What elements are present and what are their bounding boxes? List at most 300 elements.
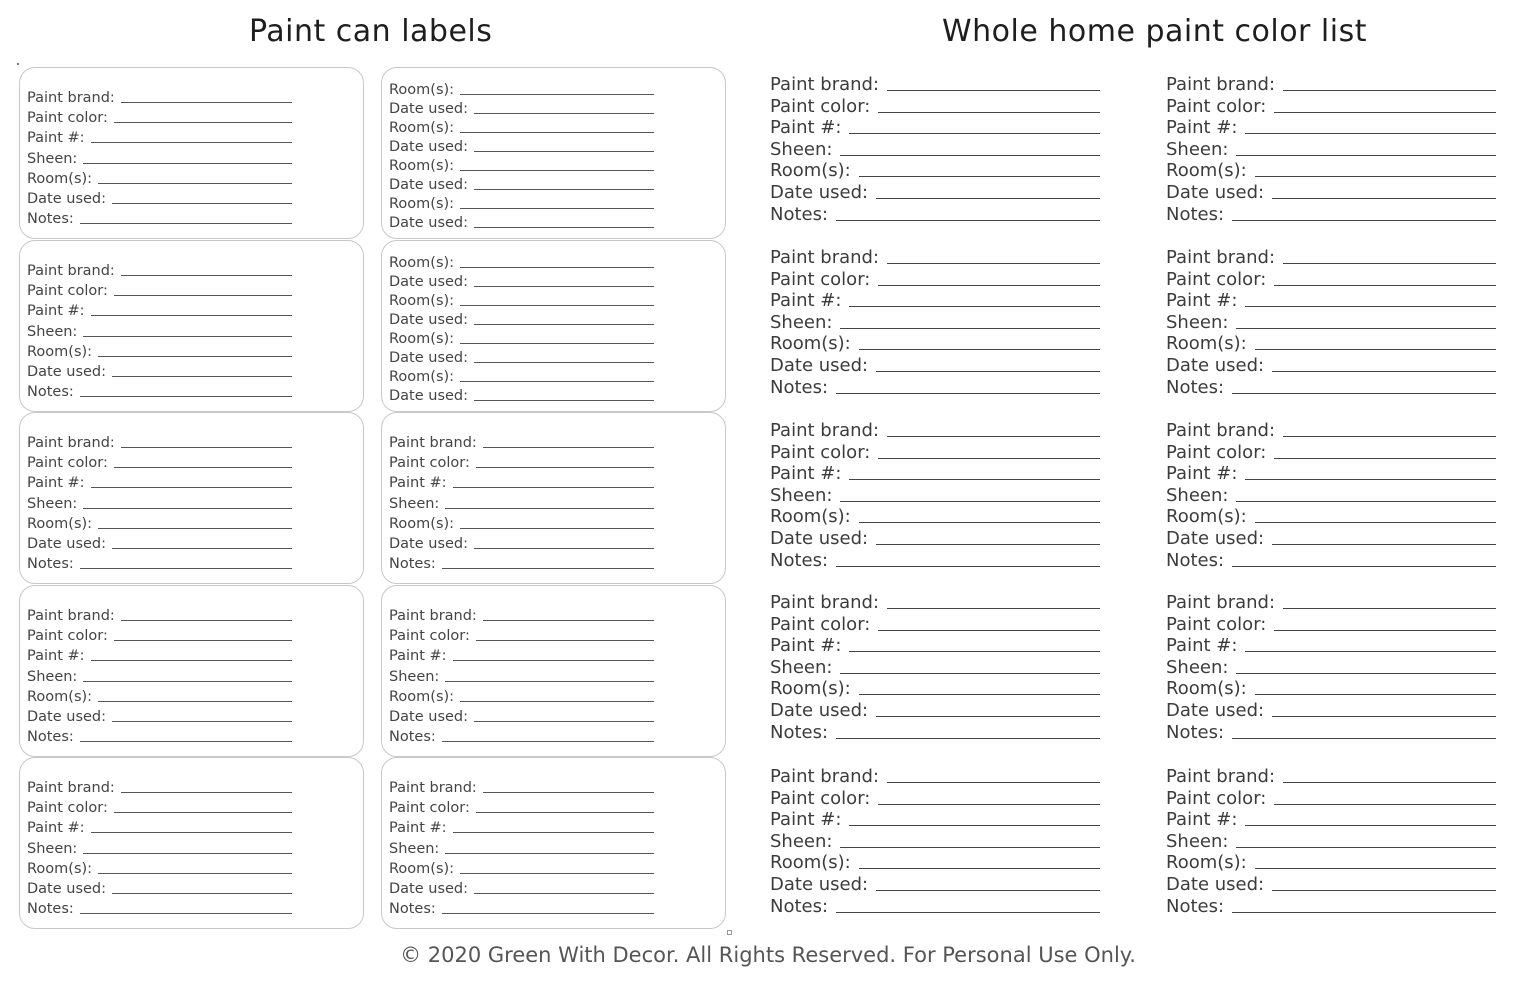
card-field-line (389, 270, 654, 290)
field-label: Paint brand: (389, 608, 477, 624)
write-in-line[interactable] (474, 362, 654, 363)
write-in-line[interactable] (1274, 804, 1496, 805)
list-field-line (1166, 440, 1496, 462)
write-in-line[interactable] (1283, 608, 1496, 609)
field-label: Paint brand: (1166, 420, 1276, 441)
write-in-line[interactable] (474, 113, 654, 114)
write-in-line[interactable] (1245, 479, 1496, 480)
field-label: Paint #: (389, 820, 447, 837)
card-field-line (389, 685, 654, 705)
field-label: Room(s): (27, 170, 93, 187)
write-in-line[interactable] (876, 716, 1100, 717)
field-label: Paint #: (1166, 463, 1238, 485)
write-in-line[interactable] (460, 132, 654, 133)
write-in-line[interactable] (1272, 716, 1496, 717)
field-label: Paint brand: (389, 435, 477, 451)
write-in-line[interactable] (80, 913, 292, 914)
card-field-line (389, 665, 654, 685)
card-field-line (27, 207, 292, 227)
paint-can-label-card (381, 585, 726, 757)
field-label: Paint color: (770, 613, 871, 635)
write-in-line[interactable] (80, 568, 292, 569)
card-field-line (27, 320, 292, 340)
write-in-line[interactable] (80, 223, 292, 224)
list-field-line (770, 698, 1100, 720)
write-in-line[interactable] (840, 328, 1100, 329)
write-in-line[interactable] (887, 90, 1100, 91)
paint-can-label-card (19, 240, 364, 412)
field-label: Paint color: (770, 95, 871, 117)
field-label: Paint color: (27, 455, 108, 472)
write-in-line[interactable] (836, 220, 1100, 221)
field-label: Date used: (389, 709, 469, 725)
field-label: Date used: (27, 709, 107, 725)
field-label: Paint #: (389, 475, 447, 492)
field-label: Date used: (389, 881, 469, 897)
write-in-line[interactable] (1236, 155, 1496, 156)
list-field-line (1166, 202, 1496, 224)
write-in-line[interactable] (114, 640, 292, 641)
field-label: Paint color: (770, 441, 871, 463)
card-field-line (389, 604, 654, 624)
list-field-line (770, 310, 1100, 332)
write-in-line[interactable] (442, 568, 654, 569)
write-in-line[interactable] (1283, 90, 1496, 91)
card-field-line (27, 776, 292, 796)
field-label: Paint brand: (770, 247, 880, 268)
card-field-line (389, 705, 654, 725)
write-in-line[interactable] (80, 741, 292, 742)
write-in-line[interactable] (474, 189, 654, 190)
write-in-line[interactable] (849, 133, 1100, 134)
field-label: Paint color: (389, 800, 470, 817)
write-in-line[interactable] (442, 741, 654, 742)
field-label: Notes: (1166, 376, 1225, 398)
write-in-line[interactable] (840, 673, 1100, 674)
list-field-line (1166, 829, 1496, 851)
write-in-line[interactable] (474, 227, 654, 228)
write-in-line[interactable] (849, 825, 1100, 826)
color-list-entry (770, 590, 1100, 750)
field-label: Paint brand: (27, 608, 115, 624)
write-in-line[interactable] (112, 548, 292, 549)
field-label: Date used: (1166, 700, 1265, 721)
field-label: Sheen: (27, 668, 78, 685)
write-in-line[interactable] (1232, 393, 1496, 394)
write-in-line[interactable] (1232, 566, 1496, 567)
list-field-line (770, 504, 1100, 526)
write-in-line[interactable] (80, 396, 292, 397)
card-field-line (389, 78, 654, 98)
write-in-line[interactable] (1283, 782, 1496, 783)
write-in-line[interactable] (460, 381, 654, 382)
write-in-line[interactable] (83, 163, 292, 164)
write-in-line[interactable] (836, 566, 1100, 567)
field-label: Room(s): (27, 515, 93, 532)
field-label: Sheen: (27, 840, 78, 857)
list-field-line (1166, 331, 1496, 353)
paint-can-label-card (19, 67, 364, 239)
write-in-line[interactable] (474, 151, 654, 152)
field-label: Paint brand: (770, 420, 880, 441)
list-field-line (770, 353, 1100, 375)
write-in-line[interactable] (445, 853, 654, 854)
field-label: Date used: (389, 312, 469, 328)
card-field-line (27, 106, 292, 126)
list-field-line (1166, 526, 1496, 548)
field-label: Date used: (770, 528, 869, 549)
field-label: Date used: (389, 274, 469, 290)
corner-mark (17, 63, 19, 65)
write-in-line[interactable] (1272, 890, 1496, 891)
write-in-line[interactable] (98, 356, 292, 357)
card-field-line (389, 877, 654, 897)
list-field-line (770, 526, 1100, 548)
field-label: Room(s): (389, 369, 455, 385)
field-label: Notes: (770, 203, 829, 225)
field-label: Notes: (770, 721, 829, 743)
field-label: Paint #: (1166, 117, 1238, 139)
card-field-line (27, 340, 292, 360)
write-in-line[interactable] (1255, 176, 1496, 177)
list-field-line (770, 137, 1100, 159)
write-in-line[interactable] (98, 701, 292, 702)
field-label: Room(s): (389, 120, 455, 136)
write-in-line[interactable] (1274, 458, 1496, 459)
write-in-line[interactable] (476, 467, 654, 468)
list-field-line (770, 764, 1100, 786)
field-label: Sheen: (389, 668, 440, 685)
write-in-line[interactable] (887, 782, 1100, 783)
write-in-line[interactable] (483, 792, 654, 793)
field-label: Paint #: (27, 648, 85, 665)
field-label: Paint #: (389, 648, 447, 665)
write-in-line[interactable] (1255, 349, 1496, 350)
write-in-line[interactable] (878, 630, 1100, 631)
list-field-line (1166, 483, 1496, 505)
write-in-line[interactable] (121, 792, 292, 793)
field-label: Notes: (770, 895, 829, 917)
field-label: Paint color: (389, 455, 470, 472)
write-in-line[interactable] (1272, 371, 1496, 372)
write-in-line[interactable] (460, 528, 654, 529)
field-label: Room(s): (389, 331, 455, 347)
color-list-entry (1166, 245, 1496, 405)
write-in-line[interactable] (1272, 544, 1496, 545)
write-in-line[interactable] (112, 376, 292, 377)
list-field-line (770, 590, 1100, 612)
card-field-line (27, 624, 292, 644)
list-field-line (770, 655, 1100, 677)
field-label: Sheen: (770, 311, 833, 333)
card-field-line (389, 725, 654, 745)
field-label: Date used: (27, 536, 107, 552)
field-label: Room(s): (27, 343, 93, 360)
card-field-line (27, 644, 292, 664)
write-in-line[interactable] (1232, 738, 1496, 739)
field-label: Paint brand: (27, 263, 115, 279)
list-field-line (770, 288, 1100, 310)
write-in-line[interactable] (91, 660, 292, 661)
write-in-line[interactable] (474, 324, 654, 325)
write-in-line[interactable] (840, 155, 1100, 156)
write-in-line[interactable] (1274, 285, 1496, 286)
write-in-line[interactable] (876, 544, 1100, 545)
write-in-line[interactable] (836, 738, 1100, 739)
paint-can-label-card (19, 757, 364, 929)
write-in-line[interactable] (83, 336, 292, 337)
field-label: Paint color: (27, 283, 108, 300)
write-in-line[interactable] (859, 176, 1100, 177)
field-label: Paint brand: (27, 780, 115, 796)
write-in-line[interactable] (836, 912, 1100, 913)
color-list-entry (1166, 764, 1496, 924)
field-label: Paint color: (1166, 613, 1267, 635)
write-in-line[interactable] (112, 893, 292, 894)
field-label: Paint color: (770, 787, 871, 809)
write-in-line[interactable] (114, 122, 292, 123)
write-in-line[interactable] (1236, 847, 1496, 848)
list-field-line (1166, 115, 1496, 137)
write-in-line[interactable] (474, 893, 654, 894)
write-in-line[interactable] (1232, 912, 1496, 913)
field-label: Notes: (1166, 895, 1225, 917)
write-in-line[interactable] (121, 275, 292, 276)
list-field-line (1166, 894, 1496, 916)
field-label: Room(s): (1166, 506, 1247, 528)
write-in-line[interactable] (83, 508, 292, 509)
card-field-line (389, 211, 654, 231)
write-in-line[interactable] (121, 620, 292, 621)
write-in-line[interactable] (840, 501, 1100, 502)
write-in-line[interactable] (878, 285, 1100, 286)
write-in-line[interactable] (859, 868, 1100, 869)
card-field-line (27, 279, 292, 299)
write-in-line[interactable] (460, 170, 654, 171)
field-label: Date used: (1166, 874, 1265, 895)
write-in-line[interactable] (445, 681, 654, 682)
card-field-line (389, 346, 654, 366)
write-in-line[interactable] (460, 305, 654, 306)
write-in-line[interactable] (91, 487, 292, 488)
write-in-line[interactable] (98, 183, 292, 184)
field-label: Date used: (770, 182, 869, 203)
write-in-line[interactable] (876, 198, 1100, 199)
write-in-line[interactable] (453, 487, 654, 488)
list-field-line (770, 850, 1100, 872)
write-in-line[interactable] (1236, 673, 1496, 674)
field-label: Room(s): (770, 506, 851, 528)
field-label: Sheen: (27, 495, 78, 512)
write-in-line[interactable] (849, 306, 1100, 307)
write-in-line[interactable] (1245, 306, 1496, 307)
write-in-line[interactable] (445, 508, 654, 509)
field-label: Sheen: (1166, 484, 1229, 506)
field-label: Date used: (1166, 355, 1265, 376)
write-in-line[interactable] (83, 681, 292, 682)
whole-home-list-title: Whole home paint color list (942, 14, 1367, 49)
color-list-entry (770, 72, 1100, 232)
write-in-line[interactable] (1245, 133, 1496, 134)
card-field-line (27, 665, 292, 685)
field-label: Paint #: (770, 635, 842, 657)
field-label: Paint #: (770, 463, 842, 485)
field-label: Paint color: (770, 268, 871, 290)
write-in-line[interactable] (1283, 263, 1496, 264)
write-in-line[interactable] (112, 203, 292, 204)
write-in-line[interactable] (1255, 868, 1496, 869)
write-in-line[interactable] (460, 343, 654, 344)
write-in-line[interactable] (1255, 522, 1496, 523)
field-label: Date used: (389, 536, 469, 552)
write-in-line[interactable] (1245, 651, 1496, 652)
field-label: Notes: (389, 729, 436, 746)
field-label: Room(s): (27, 860, 93, 877)
field-label: Room(s): (1166, 678, 1247, 700)
write-in-line[interactable] (878, 458, 1100, 459)
list-field-line (1166, 807, 1496, 829)
write-in-line[interactable] (859, 349, 1100, 350)
write-in-line[interactable] (460, 873, 654, 874)
card-field-line (389, 776, 654, 796)
card-field-line (389, 289, 654, 309)
color-list-entry (1166, 590, 1496, 750)
field-label: Paint brand: (1166, 592, 1276, 613)
write-in-line[interactable] (98, 873, 292, 874)
color-list-entry (770, 245, 1100, 405)
write-in-line[interactable] (474, 548, 654, 549)
list-field-line (770, 676, 1100, 698)
write-in-line[interactable] (887, 263, 1100, 264)
card-field-line (27, 86, 292, 106)
list-field-line (770, 245, 1100, 267)
card-field-line (27, 837, 292, 857)
write-in-line[interactable] (474, 400, 654, 401)
write-in-line[interactable] (476, 640, 654, 641)
write-in-line[interactable] (483, 447, 654, 448)
write-in-line[interactable] (1272, 198, 1496, 199)
field-label: Sheen: (1166, 311, 1229, 333)
field-label: Paint color: (27, 110, 108, 127)
list-field-line (770, 202, 1100, 224)
list-field-line (770, 440, 1100, 462)
field-label: Sheen: (1166, 830, 1229, 852)
write-in-line[interactable] (1236, 328, 1496, 329)
card-field-line (389, 816, 654, 836)
card-field-line (27, 471, 292, 491)
write-in-line[interactable] (83, 853, 292, 854)
field-label: Paint #: (770, 290, 842, 312)
write-in-line[interactable] (836, 393, 1100, 394)
write-in-line[interactable] (453, 660, 654, 661)
write-in-line[interactable] (474, 286, 654, 287)
write-in-line[interactable] (460, 267, 654, 268)
write-in-line[interactable] (442, 913, 654, 914)
write-in-line[interactable] (1274, 630, 1496, 631)
write-in-line[interactable] (460, 94, 654, 95)
write-in-line[interactable] (114, 295, 292, 296)
write-in-line[interactable] (114, 467, 292, 468)
write-in-line[interactable] (121, 447, 292, 448)
write-in-line[interactable] (859, 522, 1100, 523)
write-in-line[interactable] (849, 651, 1100, 652)
field-label: Date used: (389, 177, 469, 193)
write-in-line[interactable] (859, 694, 1100, 695)
field-label: Date used: (27, 881, 107, 897)
list-field-line (770, 483, 1100, 505)
write-in-line[interactable] (1236, 501, 1496, 502)
write-in-line[interactable] (887, 608, 1100, 609)
write-in-line[interactable] (98, 528, 292, 529)
list-field-line (1166, 461, 1496, 483)
write-in-line[interactable] (121, 102, 292, 103)
field-label: Sheen: (27, 323, 78, 340)
write-in-line[interactable] (1274, 112, 1496, 113)
write-in-line[interactable] (112, 721, 292, 722)
paint-can-label-card (19, 412, 364, 584)
write-in-line[interactable] (876, 371, 1100, 372)
card-field-line (27, 685, 292, 705)
field-label: Date used: (27, 191, 107, 207)
write-in-line[interactable] (849, 479, 1100, 480)
field-label: Paint #: (27, 475, 85, 492)
write-in-line[interactable] (1283, 436, 1496, 437)
write-in-line[interactable] (114, 812, 292, 813)
card-field-line (389, 552, 654, 572)
card-field-line (27, 705, 292, 725)
card-field-line (27, 167, 292, 187)
write-in-line[interactable] (878, 804, 1100, 805)
list-field-line (770, 267, 1100, 289)
card-field-line (389, 97, 654, 117)
write-in-line[interactable] (460, 208, 654, 209)
write-in-line[interactable] (453, 832, 654, 833)
write-in-line[interactable] (91, 832, 292, 833)
write-in-line[interactable] (1255, 694, 1496, 695)
card-field-line (27, 877, 292, 897)
field-label: Paint #: (770, 809, 842, 831)
write-in-line[interactable] (840, 847, 1100, 848)
field-label: Sheen: (770, 656, 833, 678)
card-field-line (389, 492, 654, 512)
write-in-line[interactable] (1245, 825, 1496, 826)
list-field-line (1166, 720, 1496, 742)
card-field-line (389, 365, 654, 385)
field-label: Room(s): (770, 678, 851, 700)
field-label: Notes: (389, 556, 436, 573)
list-field-line (1166, 137, 1496, 159)
field-label: Date used: (389, 388, 469, 404)
write-in-line[interactable] (1232, 220, 1496, 221)
write-in-line[interactable] (878, 112, 1100, 113)
write-in-line[interactable] (887, 436, 1100, 437)
field-label: Paint brand: (770, 766, 880, 787)
write-in-line[interactable] (460, 701, 654, 702)
divider-mark (727, 930, 732, 935)
write-in-line[interactable] (474, 721, 654, 722)
write-in-line[interactable] (476, 812, 654, 813)
card-field-line (27, 299, 292, 319)
field-label: Paint brand: (770, 592, 880, 613)
field-label: Date used: (770, 874, 869, 895)
write-in-line[interactable] (876, 890, 1100, 891)
list-field-line (770, 872, 1100, 894)
card-field-line (27, 126, 292, 146)
list-field-line (770, 807, 1100, 829)
write-in-line[interactable] (483, 620, 654, 621)
write-in-line[interactable] (91, 142, 292, 143)
write-in-line[interactable] (91, 315, 292, 316)
